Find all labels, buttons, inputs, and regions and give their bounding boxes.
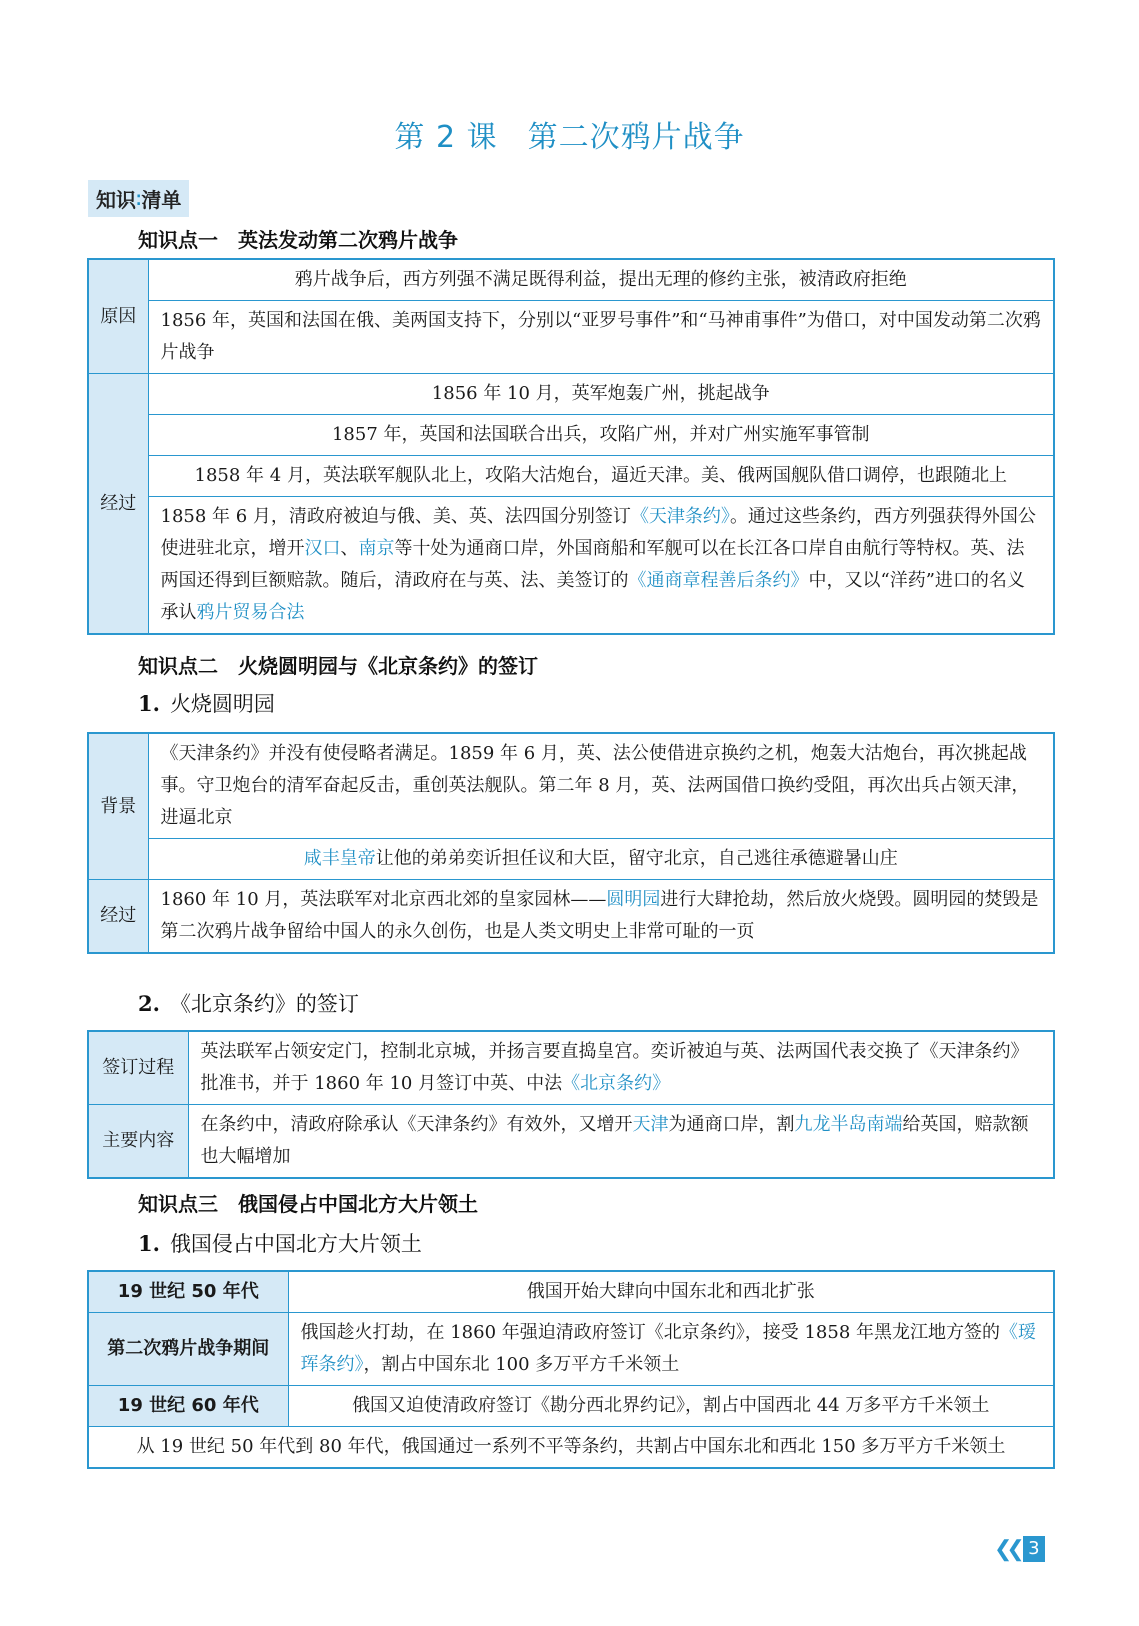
- background-row-1: 《天津条约》并没有使侵略者满足。1859 年 6 月，英、法公使借进京换约之机，炮轰大沽炮台，再次挑起战事。守卫炮台的清军奋起反击，重创英法舰队。第二年 8 月，英、法两国借口换约受阻，再次出兵占领天津，进逼北京: [148, 733, 1054, 839]
- page-number: [994, 1536, 1045, 1562]
- lesson-title: 第二次鸦片战争: [527, 120, 745, 155]
- page-title: [0, 112, 1139, 156]
- table-row: [88, 1427, 1054, 1469]
- table-row: [88, 1313, 1054, 1386]
- period-label-1850s: 19 世纪 50 年代: [88, 1271, 288, 1313]
- table-row: [88, 733, 1054, 839]
- section3-sub1: 1. 俄国侵占中国北方大片领土: [138, 1231, 422, 1256]
- process-label: 经过: [88, 374, 148, 635]
- section2-sub2: 2. 《北京条约》的签订: [138, 991, 359, 1016]
- background-row-2: 咸丰皇帝让他的弟弟奕䜣担任议和大臣，留守北京，自己逃往承德避暑山庄: [148, 839, 1054, 880]
- background-label: 背景: [88, 733, 148, 880]
- table-row: [88, 1386, 1054, 1427]
- table-row: [88, 456, 1054, 497]
- table-row: [88, 497, 1054, 635]
- section2-table2: [87, 1030, 1055, 1179]
- double-chevron-left-icon: ❮❮: [994, 1536, 1019, 1562]
- table-row: [88, 1105, 1054, 1179]
- main-content-label: 主要内容: [88, 1105, 188, 1179]
- section1-heading: 知识点一 英法发动第二次鸦片战争: [138, 228, 458, 252]
- badge-right-text: 清单: [141, 188, 182, 212]
- period-label-1860s: 19 世纪 60 年代: [88, 1386, 288, 1427]
- process-row-3: 1858 年 4 月，英法联军舰队北上，攻陷大沽炮台，逼近天津。美、俄两国舰队借口调停，也跟随北上: [148, 456, 1054, 497]
- cause-row-1: 鸦片战争后，西方列强不满足既得利益，提出无理的修约主张，被清政府拒绝: [148, 259, 1054, 301]
- table-row: [88, 415, 1054, 456]
- table-row: [88, 880, 1054, 954]
- section2-table1: [87, 732, 1055, 954]
- badge-left-text: 知识: [96, 188, 136, 212]
- period-row-1860s: 俄国又迫使清政府签订《勘分西北界约记》，割占中国西北 44 万多平方千米领土: [288, 1386, 1054, 1427]
- table-row: [88, 374, 1054, 415]
- cause-label: 原因: [88, 259, 148, 374]
- period-row-1850s: 俄国开始大肆向中国东北和西北扩张: [288, 1271, 1054, 1313]
- process-row-4: 1858 年 6 月，清政府被迫与俄、美、英、法四国分别签订《天津条约》。通过这些条约，西方列强获得外国公使进驻北京，增开汉口、南京等十处为通商口岸，外国商船和军舰可以在长江各口岸自由航行等特权。英、法两国还得到巨额赔款。随后，清政府在与英、法、美签订的《通商章程善后条约》中，又以“洋药”进口的名义承认鸦片贸易合法: [148, 497, 1054, 635]
- main-content-row: 在条约中，清政府除承认《天津条约》有效外，又增开天津为通商口岸，割九龙半岛南端给英国，赔款额也大幅增加: [188, 1105, 1054, 1179]
- section1-table: [87, 258, 1055, 635]
- process-row-2: 1857 年，英国和法国联合出兵，攻陷广州，并对广州实施军事管制: [148, 415, 1054, 456]
- signing-process-label: 签订过程: [88, 1031, 188, 1105]
- table-row: [88, 259, 1054, 301]
- lesson-number: 第 2 课: [394, 120, 498, 155]
- section3-heading: 知识点三 俄国侵占中国北方大片领土: [138, 1192, 478, 1216]
- page-number-value: 3: [1023, 1536, 1045, 1562]
- burning-process-row: 1860 年 10 月，英法联军对北京西北郊的皇家园林——圆明园进行大肆抢劫，然后放火烧毁。圆明园的焚毁是第二次鸦片战争留给中国人的永久创伤，也是人类文明史上非常可耻的一页: [148, 880, 1054, 954]
- section2-heading: 知识点二 火烧圆明园与《北京条约》的签订: [138, 654, 538, 678]
- summary-row: 从 19 世纪 50 年代到 80 年代，俄国通过一系列不平等条约，共割占中国东北和西北 150 多万平方千米领土: [88, 1427, 1054, 1469]
- signing-process-row: 英法联军占领安定门，控制北京城，并扬言要直捣皇宫。奕䜣被迫与英、法两国代表交换了《天津条约》批准书，并于 1860 年 10 月签订中英、中法《北京条约》: [188, 1031, 1054, 1105]
- section3-table: [87, 1270, 1055, 1469]
- table-row: [88, 301, 1054, 374]
- table-row: [88, 839, 1054, 880]
- table-row: [88, 1031, 1054, 1105]
- dots-icon: ⁚: [136, 193, 142, 209]
- table-row: [88, 1271, 1054, 1313]
- period-label-war: 第二次鸦片战争期间: [88, 1313, 288, 1386]
- knowledge-list-badge: [88, 180, 189, 217]
- period-row-war: 俄国趁火打劫，在 1860 年强迫清政府签订《北京条约》，接受 1858 年黑龙江地方签的《瑷珲条约》，割占中国东北 100 多万平方千米领土: [288, 1313, 1054, 1386]
- burning-process-label: 经过: [88, 880, 148, 954]
- section2-sub1: 1. 火烧圆明园: [138, 691, 275, 716]
- cause-row-2: 1856 年，英国和法国在俄、美两国支持下，分别以“亚罗号事件”和“马神甫事件”为借口，对中国发动第二次鸦片战争: [148, 301, 1054, 374]
- process-row-1: 1856 年 10 月，英军炮轰广州，挑起战争: [148, 374, 1054, 415]
